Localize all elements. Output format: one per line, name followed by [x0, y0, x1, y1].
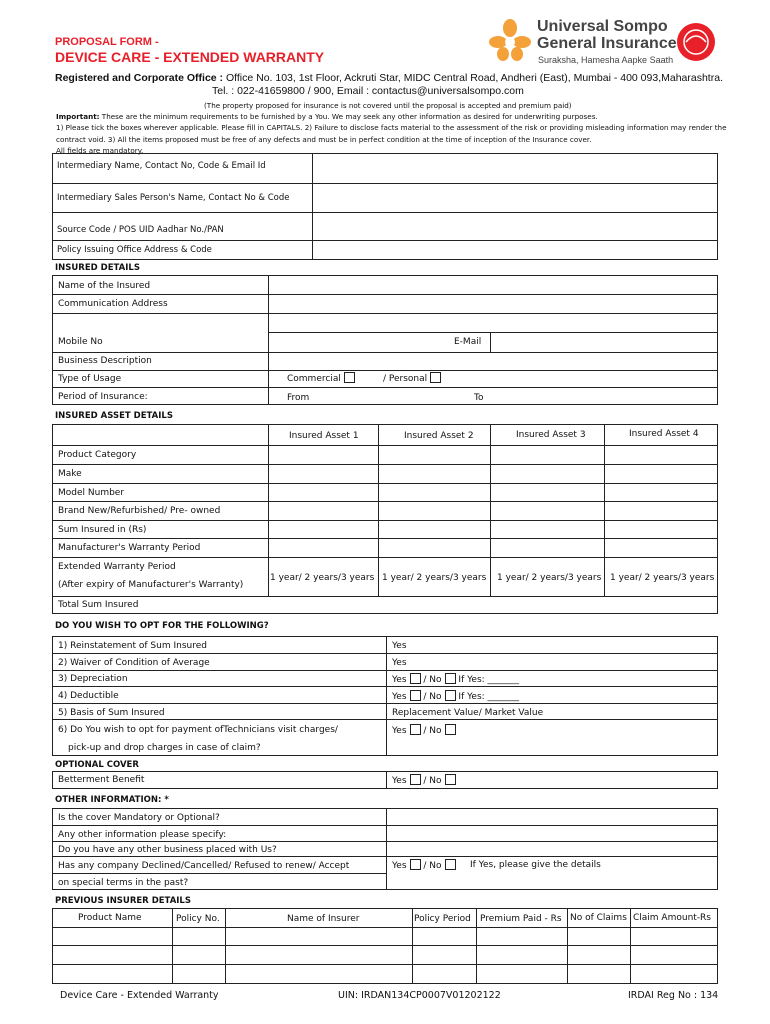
other-q4-cont: on special terms in the past?	[58, 878, 189, 888]
declined-yes-checkbox[interactable]	[410, 859, 421, 870]
opt-a6	[392, 724, 456, 737]
if-yes-label: If Yes: _______	[458, 692, 520, 702]
disclaimer: (The property proposed for insurance is not covered until the proposal is accepted and premium paid)	[204, 101, 572, 110]
office-address: Office No. 103, 1st Floor, Ackruti Star, MIDC Central Road, Andheri (East), Mumbai - 400 093,Maharashtra.	[225, 72, 723, 84]
betterment-yes-checkbox[interactable]	[410, 774, 421, 785]
office-line	[55, 72, 723, 84]
office-label: Registered and Corporate Office :	[55, 72, 224, 84]
usage-label: Type of Usage	[58, 374, 122, 384]
asset-row-label: Brand New/Refurbished/ Pre- owned	[58, 506, 221, 516]
asset-row-label: Manufacturer's Warranty Period	[58, 543, 201, 553]
opt-q6-cont: pick-up and drop charges in case of claim?	[68, 743, 261, 753]
yes-label: Yes	[392, 692, 407, 702]
important-text: These are the minimum requirements to be furnished by a You. We may seek any other information as desired for underwriting purposes.	[99, 112, 598, 121]
intermediary-name-field[interactable]	[314, 155, 716, 182]
total-sum-label: Total Sum Insured	[58, 600, 139, 610]
form-label: PROPOSAL FORM -	[55, 36, 159, 48]
ext-warranty-option-2[interactable]: 1 year/ 2 years/3 years	[382, 573, 487, 583]
ext-warranty-sublabel: (After expiry of Manufacturer's Warranty)	[58, 580, 244, 590]
betterment-label: Betterment Benefit	[58, 775, 145, 785]
no-label: / No	[423, 861, 442, 871]
yes-label: Yes	[392, 861, 407, 871]
opt-a2: Yes	[392, 658, 407, 668]
footer-uin: UIN: IRDAN134CP0007V01202122	[338, 990, 501, 1001]
opt-section-title: DO YOU WISH TO OPT FOR THE FOLLOWING?	[55, 621, 269, 631]
opt-q5: 5) Basis of Sum Insured	[58, 708, 165, 718]
period-label: Period of Insurance:	[58, 392, 148, 402]
insured-section-title: INSURED DETAILS	[55, 263, 140, 273]
commercial-label: Commercial	[287, 374, 341, 384]
footer-irdai: IRDAI Reg No : 134	[628, 990, 719, 1001]
insured-name-label: Name of the Insured	[58, 281, 151, 291]
opt-a4	[392, 690, 519, 703]
no-label: / No	[423, 776, 442, 786]
footer-product: Device Care - Extended Warranty	[60, 990, 219, 1001]
commercial-checkbox[interactable]	[344, 372, 355, 383]
ext-warranty-option-1[interactable]: 1 year/ 2 years/3 years	[270, 573, 375, 583]
asset-row-label: Product Category	[58, 450, 137, 460]
mobile-label: Mobile No	[58, 337, 103, 347]
personal-checkbox[interactable]	[430, 372, 441, 383]
intermediary-name-label: Intermediary Name, Contact No, Code & Email Id	[57, 161, 266, 171]
no-label: / No	[423, 675, 442, 685]
form-title: DEVICE CARE - EXTENDED WARRANTY	[55, 49, 325, 65]
other-q4: Has any company Declined/Cancelled/ Refused to renew/ Accept	[58, 861, 350, 871]
ext-warranty-option-3[interactable]: 1 year/ 2 years/3 years	[497, 573, 602, 583]
ext-warranty-label: Extended Warranty Period	[58, 562, 176, 572]
emblem-icon	[676, 22, 716, 62]
optional-section-title: OPTIONAL COVER	[55, 760, 139, 770]
contact-line: Tel. : 022-41659800 / 900, Email : contactus@universalsompo.com	[212, 85, 524, 97]
prev-col-product: Product Name	[78, 913, 142, 923]
opt-q6: 6) Do You wish to opt for payment ofTechnicians visit charges/	[58, 725, 338, 735]
depreciation-yes-checkbox[interactable]	[410, 673, 421, 684]
tagline: Suraksha, Hamesha Aapke Saath	[538, 55, 674, 65]
address-label: Communication Address	[58, 299, 168, 309]
note-line2: 1) Please tick the boxes wherever applicable. Please fill in CAPITALS. 2) Failure to disclose facts material to the assessment of the risk or providing misleading information may render the	[56, 123, 727, 132]
asset-col-3: Insured Asset 3	[516, 430, 586, 440]
if-yes-details-label: If Yes, please give the details	[470, 860, 601, 870]
yes-label: Yes	[392, 726, 407, 736]
sales-person-label: Intermediary Sales Person's Name, Contact No & Code	[57, 193, 290, 203]
personal-option	[383, 372, 441, 385]
email-field[interactable]	[492, 334, 716, 351]
asset-row-label: Model Number	[58, 488, 125, 498]
previous-section-title: PREVIOUS INSURER DETAILS	[55, 896, 191, 906]
to-label: To	[474, 393, 484, 403]
technician-no-checkbox[interactable]	[445, 724, 456, 735]
if-yes-label: If Yes: _______	[458, 675, 520, 685]
optional-box	[52, 771, 718, 789]
other-q1: Is the cover Mandatory or Optional?	[58, 813, 220, 823]
logo-line1: Universal Sompo	[537, 18, 668, 35]
prev-col-premium: Premium Paid - Rs	[480, 914, 562, 924]
opt-table	[52, 636, 718, 756]
commercial-option	[287, 372, 355, 385]
asset-col-1: Insured Asset 1	[289, 431, 359, 441]
opt-q3: 3) Depreciation	[58, 674, 128, 684]
address-field[interactable]	[270, 296, 716, 332]
technician-yes-checkbox[interactable]	[410, 724, 421, 735]
opt-q1: 1) Reinstatement of Sum Insured	[58, 641, 207, 651]
prev-col-policy-no: Policy No.	[176, 914, 220, 924]
other-info-field[interactable]	[388, 827, 716, 840]
prev-col-claim-amount: Claim Amount-Rs	[633, 913, 711, 923]
declined-no-checkbox[interactable]	[445, 859, 456, 870]
opt-a1: Yes	[392, 641, 407, 651]
other-q3: Do you have any other business placed with Us?	[58, 845, 277, 855]
sales-person-field[interactable]	[314, 185, 716, 211]
yes-label: Yes	[392, 776, 407, 786]
ext-warranty-option-4[interactable]: 1 year/ 2 years/3 years	[610, 573, 715, 583]
asset-row-label: Make	[58, 469, 82, 479]
prev-col-claims: No of Claims	[570, 913, 627, 923]
asset-row-label: Sum Insured in (Rs)	[58, 525, 147, 535]
no-label: / No	[423, 726, 442, 736]
prev-col-period: Policy Period	[414, 914, 471, 924]
from-label: From	[287, 393, 310, 403]
personal-label: / Personal	[383, 374, 428, 384]
insured-name-field[interactable]	[270, 277, 716, 293]
cover-type-field[interactable]	[388, 810, 716, 824]
asset-col-2: Insured Asset 2	[404, 431, 474, 441]
opt-q2: 2) Waiver of Condition of Average	[58, 658, 210, 668]
other-section-title: OTHER INFORMATION: *	[55, 795, 169, 805]
asset-col-4: Insured Asset 4	[629, 429, 699, 439]
business-label: Business Description	[58, 356, 152, 366]
sompo-flower-logo-icon	[486, 18, 534, 62]
other-a4	[392, 859, 456, 872]
assets-section-title: INSURED ASSET DETAILS	[55, 411, 173, 421]
yes-label: Yes	[392, 675, 407, 685]
other-business-field[interactable]	[388, 843, 716, 855]
important-label: Important:	[56, 112, 100, 121]
depreciation-no-checkbox[interactable]	[445, 673, 456, 684]
deductible-yes-checkbox[interactable]	[410, 690, 421, 701]
prev-col-insurer: Name of Insurer	[287, 914, 360, 924]
note-line4: All fields are mandatory.	[56, 146, 144, 155]
opt-a5[interactable]: Replacement Value/ Market Value	[392, 708, 544, 718]
opt-a3	[392, 673, 519, 686]
note-line3: contract void. 3) All the items proposed must be free of any defects and must be in perfect condition at the time of inception of the Insurance cover.	[56, 135, 592, 144]
office-address-field[interactable]	[314, 242, 716, 259]
betterment-answer	[392, 774, 456, 787]
source-code-label: Source Code / POS UID Aadhar No./PAN	[57, 225, 224, 235]
email-label: E-Mail	[454, 337, 482, 347]
logo-line2: General Insurance	[537, 35, 677, 52]
office-address-label: Policy Issuing Office Address & Code	[57, 245, 212, 255]
no-label: / No	[423, 692, 442, 702]
source-code-field[interactable]	[314, 214, 716, 239]
mobile-field[interactable]	[270, 334, 488, 351]
opt-q4: 4) Deductible	[58, 691, 119, 701]
deductible-no-checkbox[interactable]	[445, 690, 456, 701]
betterment-no-checkbox[interactable]	[445, 774, 456, 785]
other-q2: Any other information please specify:	[58, 830, 227, 840]
